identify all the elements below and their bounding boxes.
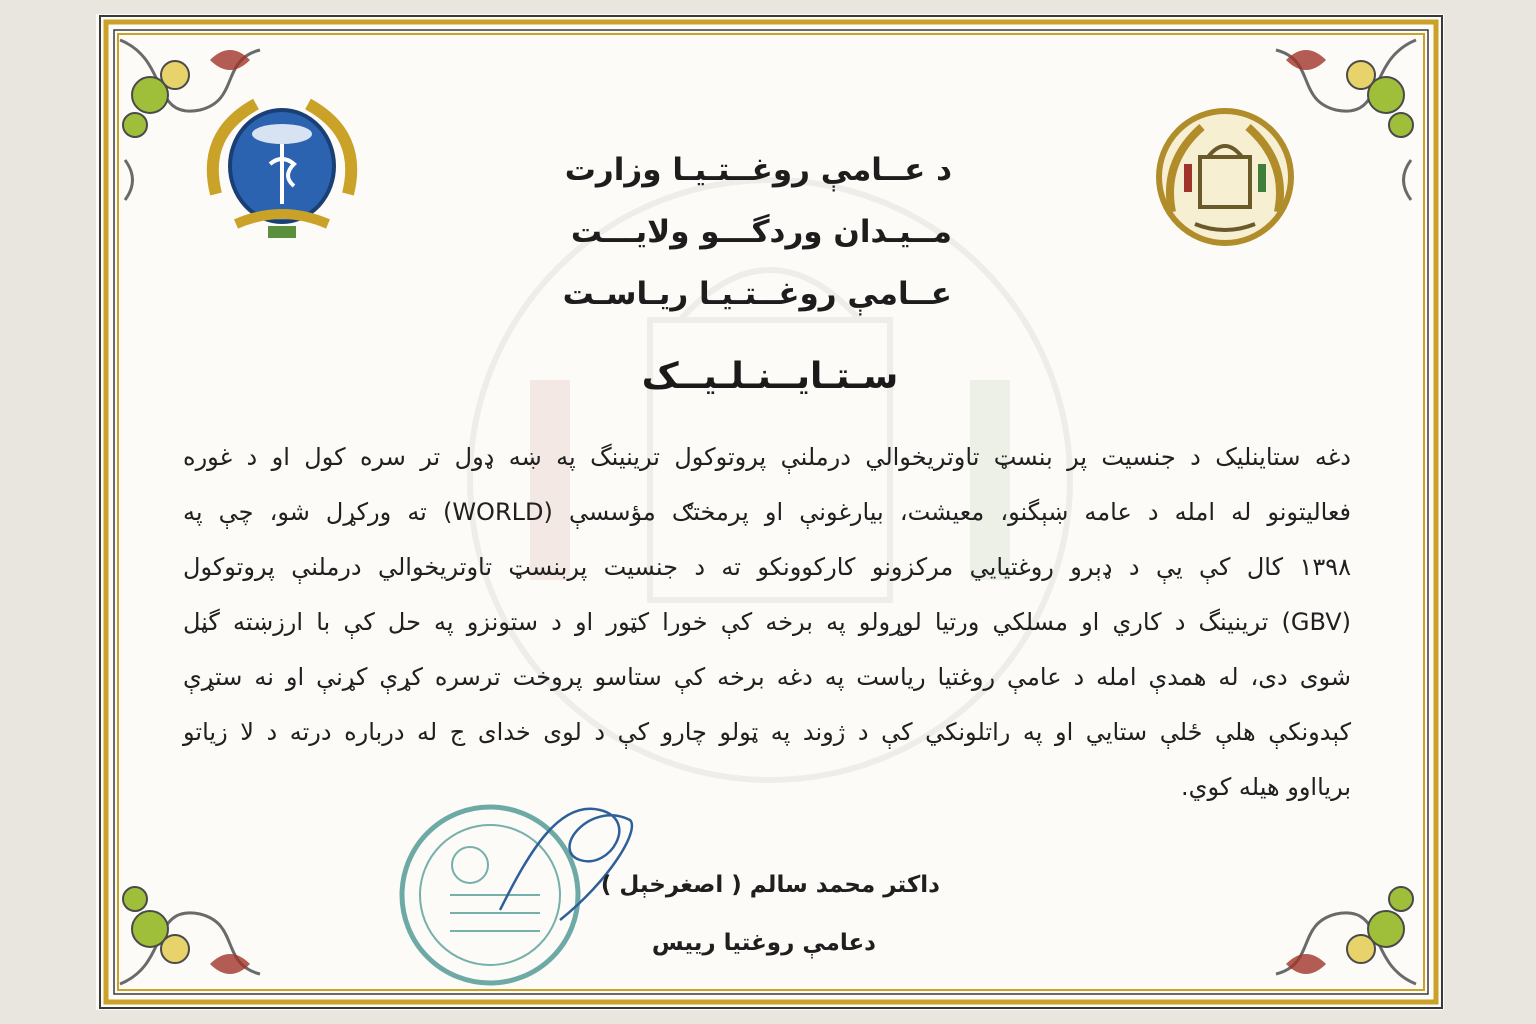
- signatory-title: دعامې روغتيا رييس: [651, 930, 876, 956]
- body-line: بريااوو هيله کوي.: [1181, 773, 1351, 801]
- directorate-heading: عــامې روغــتـيـا ريـاسـت: [562, 276, 952, 312]
- body-line: (GBV) ترينينگ د کاري او مسلکي ورتيا لوړولو په برخه کې خورا کټور او د ستونزو په حل کې با ارزښته گڼل: [183, 608, 1351, 636]
- certificate-title: سـتـايــنـلـيــک: [641, 356, 899, 397]
- body-line: شوی دی، له همدې امله د عامې روغتيا رياست په دغه برخه کې ستاسو پروخت ترسره کړې کړنې او نه ستړې: [183, 663, 1351, 691]
- body-line: ۱۳۹۸ کال کې يې د ډېرو روغتيايي مرکزونو کارکوونکو ته د جنسيت پربنسټ تاوتريخوالي درملنې پروتوکول: [183, 553, 1351, 581]
- body-line: کېدونکې هلې ځلې ستايي او په راتلونکي کې د ژوند په ټولو چارو کې د لوی خدای ج له درباره درته د لا زياتو: [183, 718, 1351, 746]
- signatory-name: داکتر محمد سالم ( اصغرخېل ): [600, 872, 940, 898]
- corner-ornament-icon: [120, 887, 260, 984]
- signature-icon: [490, 790, 650, 930]
- province-heading: مــيـدان وردگـــو ولايـــت: [570, 214, 952, 250]
- ministry-logo-icon: [196, 94, 368, 244]
- national-emblem-icon: [1150, 102, 1300, 252]
- corner-ornament-icon: [1276, 887, 1416, 984]
- body-line: فعاليتونو له امله د عامه ښېگنو، معيشت، بيارغونې او پرمختګ مؤسسې (WORLD) ته ورکړل شو، چې په: [183, 498, 1351, 526]
- certificate-body: [183, 430, 1351, 810]
- ministry-heading: د عــامې روغــتـيـا وزارت: [564, 152, 952, 188]
- body-line: دغه ستاينليک د جنسيت پر بنسټ تاوتريخوالي درملنې پروتوکول ترينينگ په ښه ډول تر سره کول او د غوره: [183, 443, 1351, 471]
